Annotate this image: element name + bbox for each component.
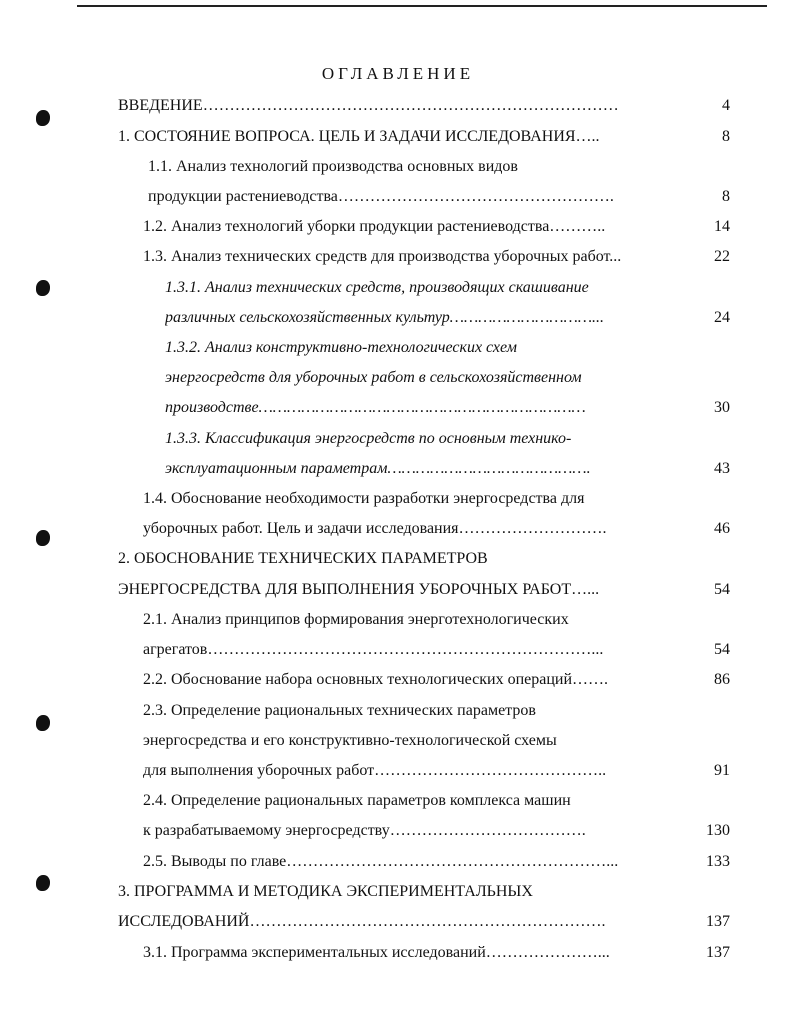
toc-line: 1.3.3. Классификация энергосредств по основным технико- [165, 430, 572, 447]
toc-line: 1.1. Анализ технологий производства основных видов [148, 158, 518, 175]
toc-page-number: 8 [722, 128, 730, 145]
toc-line: для выполнения уборочных работ…………………………………….. [143, 762, 607, 779]
toc-line: 2.3. Определение рациональных технических параметров [143, 702, 536, 719]
toc-line: ЭНЕРГОСРЕДСТВА ДЛЯ ВЫПОЛНЕНИЯ УБОРОЧНЫХ РАБОТ…... [118, 581, 600, 598]
toc-line: 2.5. Выводы по главе……………………………………………………... [143, 853, 619, 870]
toc-line: уборочных работ. Цель и задачи исследования………………………. [143, 520, 607, 537]
binder-hole-mark [36, 530, 50, 546]
binder-hole-mark [36, 280, 50, 296]
toc-line: 3. ПРОГРАММА И МЕТОДИКА ЭКСПЕРИМЕНТАЛЬНЫХ [118, 883, 533, 900]
toc-page-number: 24 [714, 309, 730, 326]
toc-page-number: 4 [722, 97, 730, 114]
toc-page-number: 43 [714, 460, 730, 477]
toc-line: 1.3.1. Анализ технических средств, производящих скашивание [165, 279, 589, 296]
toc-page-number: 30 [714, 399, 730, 416]
toc-page-number: 54 [714, 641, 730, 658]
toc-page-number: 46 [714, 520, 730, 537]
toc-line: 2.4. Определение рациональных параметров комплекса машин [143, 792, 571, 809]
binder-hole-mark [36, 715, 50, 731]
toc-line: агрегатов………………………………………………………………... [143, 641, 604, 658]
toc-page-number: 14 [714, 218, 730, 235]
binder-hole-mark [36, 875, 50, 891]
toc-line: к разрабатываемому энергосредству………………………………. [143, 822, 586, 839]
toc-line: 3.1. Программа экспериментальных исследований…………………... [143, 944, 610, 961]
toc-page-number: 54 [714, 581, 730, 598]
page-title: ОГЛАВЛЕНИЕ [321, 64, 475, 83]
toc-line: энергосредств для уборочных работ в сельскохозяйственном [165, 369, 582, 386]
binder-hole-mark [36, 110, 50, 126]
toc-line: продукции растениеводства……………………………………………. [148, 188, 614, 205]
toc-line: 2. ОБОСНОВАНИЕ ТЕХНИЧЕСКИХ ПАРАМЕТРОВ [118, 550, 488, 567]
toc-page-number: 8 [722, 188, 730, 205]
toc-line: энергосредства и его конструктивно-технологической схемы [143, 732, 557, 749]
toc-line: 1.3. Анализ технических средств для производства уборочных работ... [143, 248, 622, 265]
toc-line: ИССЛЕДОВАНИЙ…………………………………………………………. [118, 913, 606, 930]
toc-line: ВВЕДЕНИЕ…………………………………………………………………… [118, 97, 619, 114]
toc-line: эксплуатационным параметрам……………………………………. [165, 460, 591, 477]
toc-line: различных сельскохозяйственных культур…………………………... [165, 309, 605, 326]
toc-line: производстве…………………………………………………………… [165, 399, 586, 416]
toc-line: 1.3.2. Анализ конструктивно-технологических схем [165, 339, 517, 356]
toc-page-number: 130 [706, 822, 730, 839]
top-rule [77, 5, 767, 7]
toc-page-number: 86 [714, 671, 730, 688]
toc-page-number: 137 [706, 944, 730, 961]
toc-line: 2.1. Анализ принципов формирования энерготехнологических [143, 611, 569, 628]
toc-line: 1. СОСТОЯНИЕ ВОПРОСА. ЦЕЛЬ И ЗАДАЧИ ИССЛЕДОВАНИЯ….. [118, 128, 600, 145]
toc-line: 2.2. Обоснование набора основных технологических операций……. [143, 671, 609, 688]
toc-page-number: 133 [706, 853, 730, 870]
toc-line: 1.2. Анализ технологий уборки продукции растениеводства……….. [143, 218, 606, 235]
toc-page-number: 22 [714, 248, 730, 265]
toc-page-number: 91 [714, 762, 730, 779]
toc-page-number: 137 [706, 913, 730, 930]
toc-line: 1.4. Обоснование необходимости разработки энергосредства для [143, 490, 585, 507]
